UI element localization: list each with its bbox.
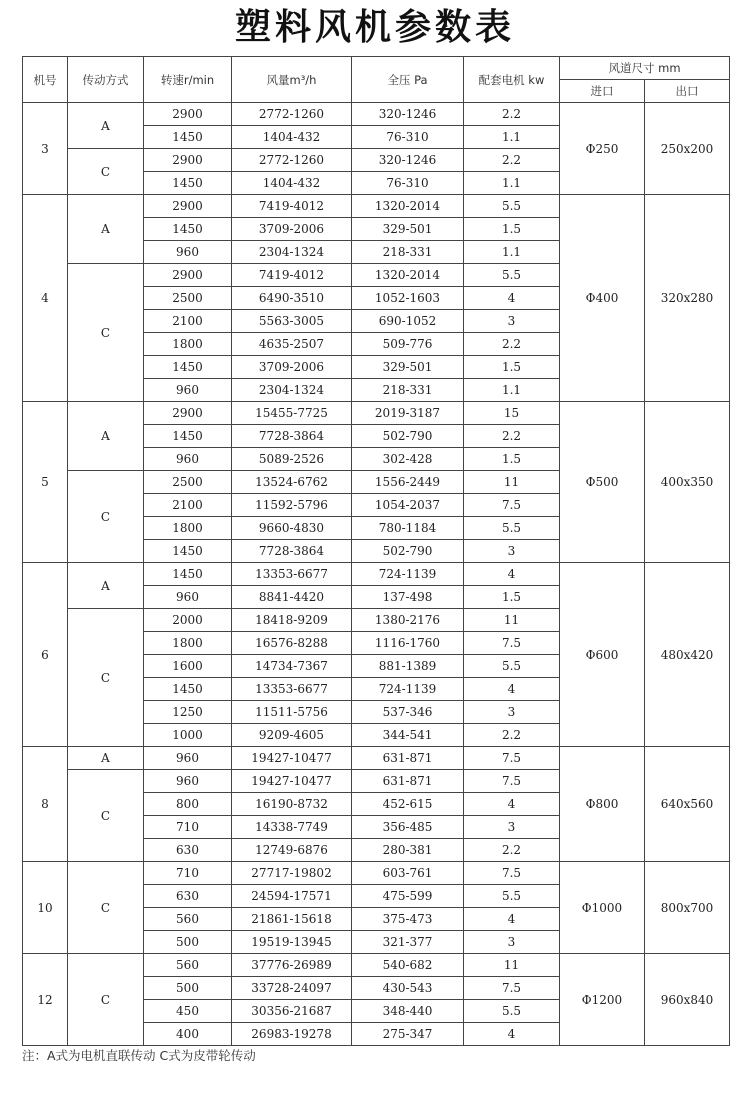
- pressure-cell: 1054-2037: [352, 494, 464, 517]
- motor-power-cell: 11: [464, 471, 560, 494]
- speed-cell: 1800: [144, 333, 232, 356]
- flow-cell: 9660-4830: [232, 517, 352, 540]
- flow-cell: 1404-432: [232, 172, 352, 195]
- flow-cell: 6490-3510: [232, 287, 352, 310]
- pressure-cell: 452-615: [352, 793, 464, 816]
- speed-cell: 630: [144, 885, 232, 908]
- speed-cell: 960: [144, 241, 232, 264]
- drive-type-cell: C: [68, 149, 144, 195]
- pressure-cell: 375-473: [352, 908, 464, 931]
- speed-cell: 710: [144, 862, 232, 885]
- flow-cell: 7419-4012: [232, 195, 352, 218]
- header-model: 机号: [23, 57, 68, 103]
- model-number-cell: 4: [23, 195, 68, 402]
- footnote: 注：A式为电机直联传动 C式为皮带轮传动: [22, 1048, 256, 1063]
- speed-cell: 500: [144, 931, 232, 954]
- fan-spec-table: [22, 56, 730, 1046]
- flow-cell: 2304-1324: [232, 241, 352, 264]
- header-outlet: 出口: [645, 80, 730, 103]
- table-row: [23, 195, 730, 218]
- table-row: [23, 402, 730, 425]
- motor-power-cell: 1.1: [464, 172, 560, 195]
- drive-type-cell: A: [68, 103, 144, 149]
- flow-cell: 7728-3864: [232, 540, 352, 563]
- motor-power-cell: 3: [464, 540, 560, 563]
- speed-cell: 2100: [144, 310, 232, 333]
- header-flow: 风量m³/h: [232, 57, 352, 103]
- speed-cell: 710: [144, 816, 232, 839]
- pressure-cell: 344-541: [352, 724, 464, 747]
- outlet-size-cell: 800x700: [645, 862, 730, 954]
- motor-power-cell: 3: [464, 931, 560, 954]
- outlet-size-cell: 320x280: [645, 195, 730, 402]
- speed-cell: 1450: [144, 540, 232, 563]
- motor-power-cell: 3: [464, 816, 560, 839]
- model-number-cell: 5: [23, 402, 68, 563]
- pressure-cell: 631-871: [352, 770, 464, 793]
- flow-cell: 13353-6677: [232, 678, 352, 701]
- speed-cell: 1450: [144, 425, 232, 448]
- motor-power-cell: 2.2: [464, 333, 560, 356]
- motor-power-cell: 1.5: [464, 586, 560, 609]
- motor-power-cell: 15: [464, 402, 560, 425]
- speed-cell: 2900: [144, 149, 232, 172]
- motor-power-cell: 7.5: [464, 747, 560, 770]
- drive-type-cell: A: [68, 747, 144, 770]
- flow-cell: 30356-21687: [232, 1000, 352, 1023]
- pressure-cell: 631-871: [352, 747, 464, 770]
- speed-cell: 800: [144, 793, 232, 816]
- speed-cell: 1450: [144, 356, 232, 379]
- pressure-cell: 502-790: [352, 540, 464, 563]
- pressure-cell: 603-761: [352, 862, 464, 885]
- speed-cell: 1450: [144, 563, 232, 586]
- flow-cell: 13524-6762: [232, 471, 352, 494]
- drive-type-cell: C: [68, 954, 144, 1046]
- speed-cell: 2000: [144, 609, 232, 632]
- flow-cell: 19427-10477: [232, 770, 352, 793]
- drive-type-cell: C: [68, 862, 144, 954]
- flow-cell: 9209-4605: [232, 724, 352, 747]
- pressure-cell: 218-331: [352, 379, 464, 402]
- speed-cell: 1800: [144, 632, 232, 655]
- speed-cell: 960: [144, 770, 232, 793]
- motor-power-cell: 1.5: [464, 448, 560, 471]
- speed-cell: 1800: [144, 517, 232, 540]
- motor-power-cell: 2.2: [464, 149, 560, 172]
- speed-cell: 1450: [144, 218, 232, 241]
- speed-cell: 1450: [144, 172, 232, 195]
- pressure-cell: 881-1389: [352, 655, 464, 678]
- flow-cell: 1404-432: [232, 126, 352, 149]
- motor-power-cell: 5.5: [464, 885, 560, 908]
- flow-cell: 11511-5756: [232, 701, 352, 724]
- model-number-cell: 3: [23, 103, 68, 195]
- speed-cell: 2100: [144, 494, 232, 517]
- pressure-cell: 509-776: [352, 333, 464, 356]
- speed-cell: 400: [144, 1023, 232, 1046]
- pressure-cell: 1116-1760: [352, 632, 464, 655]
- flow-cell: 18418-9209: [232, 609, 352, 632]
- speed-cell: 1450: [144, 678, 232, 701]
- flow-cell: 24594-17571: [232, 885, 352, 908]
- table-row: [23, 747, 730, 770]
- motor-power-cell: 11: [464, 954, 560, 977]
- flow-cell: 2304-1324: [232, 379, 352, 402]
- pressure-cell: 137-498: [352, 586, 464, 609]
- flow-cell: 7728-3864: [232, 425, 352, 448]
- speed-cell: 960: [144, 586, 232, 609]
- outlet-size-cell: 960x840: [645, 954, 730, 1046]
- flow-cell: 27717-19802: [232, 862, 352, 885]
- speed-cell: 960: [144, 747, 232, 770]
- motor-power-cell: 3: [464, 701, 560, 724]
- pressure-cell: 280-381: [352, 839, 464, 862]
- motor-power-cell: 11: [464, 609, 560, 632]
- drive-type-cell: C: [68, 770, 144, 862]
- flow-cell: 14734-7367: [232, 655, 352, 678]
- speed-cell: 500: [144, 977, 232, 1000]
- inlet-size-cell: Φ800: [560, 747, 645, 862]
- flow-cell: 2772-1260: [232, 103, 352, 126]
- inlet-size-cell: Φ500: [560, 402, 645, 563]
- inlet-size-cell: Φ250: [560, 103, 645, 195]
- motor-power-cell: 5.5: [464, 517, 560, 540]
- motor-power-cell: 2.2: [464, 425, 560, 448]
- table-row: [23, 862, 730, 885]
- flow-cell: 3709-2006: [232, 356, 352, 379]
- header-duct: 风道尺寸 mm: [560, 57, 730, 80]
- flow-cell: 19519-13945: [232, 931, 352, 954]
- flow-cell: 3709-2006: [232, 218, 352, 241]
- flow-cell: 33728-24097: [232, 977, 352, 1000]
- motor-power-cell: 1.5: [464, 218, 560, 241]
- motor-power-cell: 5.5: [464, 195, 560, 218]
- speed-cell: 1600: [144, 655, 232, 678]
- pressure-cell: 475-599: [352, 885, 464, 908]
- motor-power-cell: 7.5: [464, 494, 560, 517]
- speed-cell: 2900: [144, 402, 232, 425]
- speed-cell: 560: [144, 908, 232, 931]
- outlet-size-cell: 480x420: [645, 563, 730, 747]
- header-inlet: 进口: [560, 80, 645, 103]
- motor-power-cell: 4: [464, 287, 560, 310]
- flow-cell: 13353-6677: [232, 563, 352, 586]
- pressure-cell: 724-1139: [352, 678, 464, 701]
- pressure-cell: 302-428: [352, 448, 464, 471]
- motor-power-cell: 7.5: [464, 632, 560, 655]
- pressure-cell: 356-485: [352, 816, 464, 839]
- pressure-cell: 1320-2014: [352, 264, 464, 287]
- inlet-size-cell: Φ400: [560, 195, 645, 402]
- motor-power-cell: 4: [464, 1023, 560, 1046]
- pressure-cell: 430-543: [352, 977, 464, 1000]
- pressure-cell: 2019-3187: [352, 402, 464, 425]
- flow-cell: 26983-19278: [232, 1023, 352, 1046]
- header-pressure: 全压 Pa: [352, 57, 464, 103]
- speed-cell: 2900: [144, 103, 232, 126]
- flow-cell: 14338-7749: [232, 816, 352, 839]
- table-body: [23, 103, 730, 1046]
- flow-cell: 16190-8732: [232, 793, 352, 816]
- pressure-cell: 76-310: [352, 126, 464, 149]
- drive-type-cell: C: [68, 609, 144, 747]
- flow-cell: 2772-1260: [232, 149, 352, 172]
- outlet-size-cell: 400x350: [645, 402, 730, 563]
- flow-cell: 15455-7725: [232, 402, 352, 425]
- motor-power-cell: 1.1: [464, 241, 560, 264]
- motor-power-cell: 4: [464, 678, 560, 701]
- drive-type-cell: C: [68, 264, 144, 402]
- motor-power-cell: 1.1: [464, 379, 560, 402]
- pressure-cell: 690-1052: [352, 310, 464, 333]
- pressure-cell: 540-682: [352, 954, 464, 977]
- pressure-cell: 537-346: [352, 701, 464, 724]
- drive-type-cell: A: [68, 563, 144, 609]
- flow-cell: 21861-15618: [232, 908, 352, 931]
- motor-power-cell: 1.5: [464, 356, 560, 379]
- flow-cell: 16576-8288: [232, 632, 352, 655]
- pressure-cell: 329-501: [352, 218, 464, 241]
- motor-power-cell: 4: [464, 563, 560, 586]
- speed-cell: 2900: [144, 195, 232, 218]
- pressure-cell: 76-310: [352, 172, 464, 195]
- flow-cell: 7419-4012: [232, 264, 352, 287]
- speed-cell: 560: [144, 954, 232, 977]
- speed-cell: 1250: [144, 701, 232, 724]
- motor-power-cell: 7.5: [464, 862, 560, 885]
- motor-power-cell: 4: [464, 793, 560, 816]
- flow-cell: 8841-4420: [232, 586, 352, 609]
- pressure-cell: 1380-2176: [352, 609, 464, 632]
- motor-power-cell: 5.5: [464, 1000, 560, 1023]
- drive-type-cell: A: [68, 195, 144, 264]
- pressure-cell: 320-1246: [352, 149, 464, 172]
- pressure-cell: 348-440: [352, 1000, 464, 1023]
- motor-power-cell: 2.2: [464, 839, 560, 862]
- pressure-cell: 329-501: [352, 356, 464, 379]
- motor-power-cell: 2.2: [464, 724, 560, 747]
- model-number-cell: 10: [23, 862, 68, 954]
- header-speed: 转速r/min: [144, 57, 232, 103]
- motor-power-cell: 5.5: [464, 655, 560, 678]
- header-drive: 传动方式: [68, 57, 144, 103]
- model-number-cell: 8: [23, 747, 68, 862]
- page-title: 塑料风机参数表: [234, 7, 515, 48]
- speed-cell: 960: [144, 379, 232, 402]
- pressure-cell: 321-377: [352, 931, 464, 954]
- motor-power-cell: 1.1: [464, 126, 560, 149]
- pressure-cell: 502-790: [352, 425, 464, 448]
- model-number-cell: 6: [23, 563, 68, 747]
- pressure-cell: 1052-1603: [352, 287, 464, 310]
- model-number-cell: 12: [23, 954, 68, 1046]
- table-row: [23, 563, 730, 586]
- flow-cell: 11592-5796: [232, 494, 352, 517]
- drive-type-cell: C: [68, 471, 144, 563]
- flow-cell: 12749-6876: [232, 839, 352, 862]
- flow-cell: 5563-3005: [232, 310, 352, 333]
- speed-cell: 630: [144, 839, 232, 862]
- motor-power-cell: 4: [464, 908, 560, 931]
- speed-cell: 1450: [144, 126, 232, 149]
- inlet-size-cell: Φ1000: [560, 862, 645, 954]
- speed-cell: 2500: [144, 471, 232, 494]
- motor-power-cell: 2.2: [464, 103, 560, 126]
- flow-cell: 19427-10477: [232, 747, 352, 770]
- pressure-cell: 320-1246: [352, 103, 464, 126]
- drive-type-cell: A: [68, 402, 144, 471]
- speed-cell: 450: [144, 1000, 232, 1023]
- pressure-cell: 724-1139: [352, 563, 464, 586]
- flow-cell: 5089-2526: [232, 448, 352, 471]
- motor-power-cell: 7.5: [464, 770, 560, 793]
- pressure-cell: 218-331: [352, 241, 464, 264]
- pressure-cell: 1320-2014: [352, 195, 464, 218]
- pressure-cell: 275-347: [352, 1023, 464, 1046]
- motor-power-cell: 3: [464, 310, 560, 333]
- speed-cell: 2500: [144, 287, 232, 310]
- table-row: [23, 103, 730, 126]
- flow-cell: 4635-2507: [232, 333, 352, 356]
- motor-power-cell: 7.5: [464, 977, 560, 1000]
- outlet-size-cell: 250x200: [645, 103, 730, 195]
- inlet-size-cell: Φ600: [560, 563, 645, 747]
- flow-cell: 37776-26989: [232, 954, 352, 977]
- header-motor: 配套电机 kw: [464, 57, 560, 103]
- pressure-cell: 1556-2449: [352, 471, 464, 494]
- speed-cell: 2900: [144, 264, 232, 287]
- pressure-cell: 780-1184: [352, 517, 464, 540]
- motor-power-cell: 5.5: [464, 264, 560, 287]
- outlet-size-cell: 640x560: [645, 747, 730, 862]
- speed-cell: 1000: [144, 724, 232, 747]
- table-row: [23, 954, 730, 977]
- speed-cell: 960: [144, 448, 232, 471]
- inlet-size-cell: Φ1200: [560, 954, 645, 1046]
